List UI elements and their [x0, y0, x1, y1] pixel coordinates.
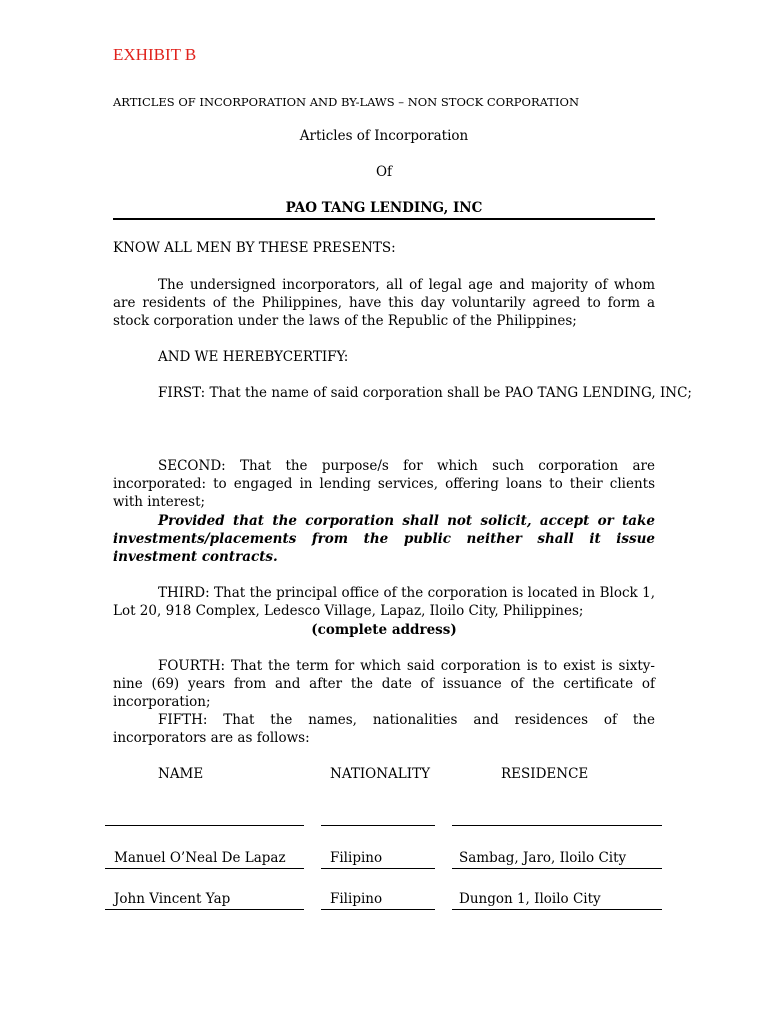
document-title: Articles of Incorporation [299, 128, 469, 144]
know-all-men: KNOW ALL MEN BY THESE PRESENTS: [113, 240, 396, 256]
address-note: (complete address) [311, 622, 457, 638]
company-name: PAO TANG LENDING, INC [285, 200, 483, 216]
row-line [105, 868, 304, 869]
certify-line: AND WE HEREBYCERTIFY: [158, 349, 349, 365]
intro-paragraph: The undersigned incorporators, all of legal age and majority of whom are residents of the Philippines, have this day voluntarily agreed to form a stock corporation under the laws of the Republic of the Philippines; [113, 277, 655, 330]
incorporator-nationality: Filipino [330, 891, 383, 907]
row-line [321, 909, 435, 910]
row-line [105, 909, 304, 910]
title-of: Of [375, 164, 393, 180]
incorporator-residence: Sambag, Jaro, Iloilo City [459, 850, 627, 866]
article-fifth: FIFTH: That the names, nationalities and residences of the incorporators are as follows: [113, 712, 655, 747]
blank-line-name [105, 825, 304, 826]
column-header-nationality: NATIONALITY [330, 766, 431, 782]
article-third: THIRD: That the principal office of the corporation is located in Block 1, Lot 20, 918 Complex, Ledesco Village, Lapaz, Iloilo City, Philippines; [113, 585, 655, 620]
row-line [321, 868, 435, 869]
article-fourth: FOURTH: That the term for which said corporation is to exist is sixty-nine (69) years from and after the date of issuance of the certificate of incorporation; [113, 658, 655, 711]
incorporator-residence: Dungon 1, Iloilo City [459, 891, 601, 907]
incorporator-nationality: Filipino [330, 850, 383, 866]
blank-line-residence [452, 825, 662, 826]
row-line [452, 868, 662, 869]
article-second: SECOND: That the purpose/s for which such corporation are incorporated: to engaged in lending services, offering loans to their clients with interest; [113, 458, 655, 511]
exhibit-label: EXHIBIT B [113, 45, 197, 64]
row-line [452, 909, 662, 910]
title-rule [113, 218, 655, 220]
blank-line-nationality [321, 825, 435, 826]
column-header-name: NAME [158, 766, 204, 782]
incorporator-name: John Vincent Yap [114, 891, 231, 907]
incorporator-name: Manuel O’Neal De Lapaz [114, 850, 286, 866]
document-subheading: ARTICLES OF INCORPORATION AND BY-LAWS – NON STOCK CORPORATION [113, 95, 580, 109]
column-header-residence: RESIDENCE [501, 766, 589, 782]
article-first: FIRST: That the name of said corporation shall be PAO TANG LENDING, INC; [158, 385, 692, 401]
proviso-paragraph: Provided that the corporation shall not solicit, accept or take investments/placements from the public neither shall it issue investment contracts. [113, 513, 655, 566]
